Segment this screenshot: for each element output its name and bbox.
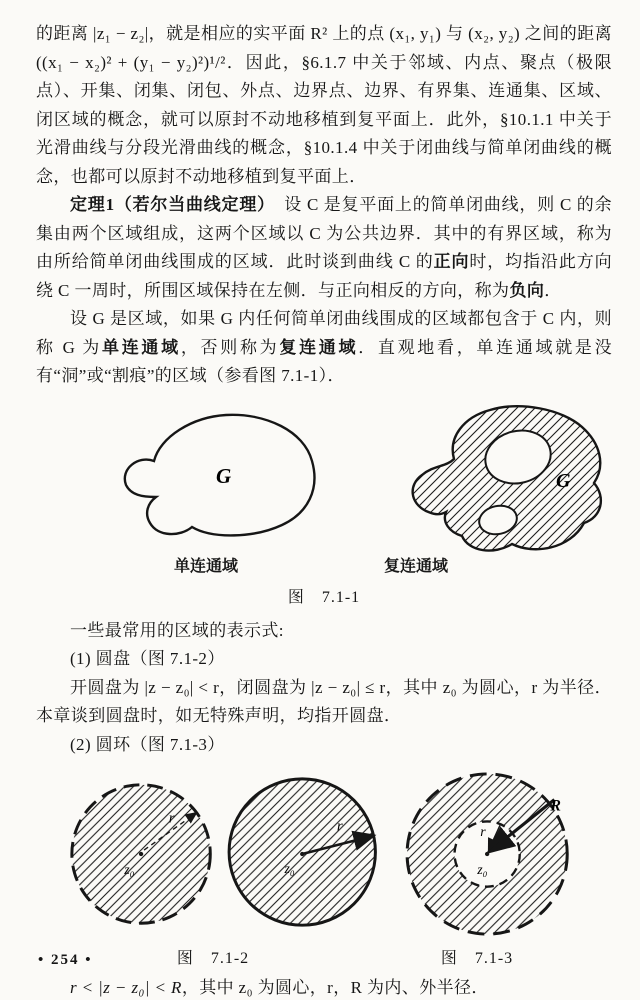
theorem-title: 定理1（若尔当曲线定理） — [70, 195, 267, 214]
regions-item-disk: (1) 圆盘（图 7.1-2） — [70, 649, 225, 668]
paragraph-connected-domain — [36, 305, 612, 391]
theorem-bold-positive: 正向 — [433, 252, 470, 271]
regions-item-disk-body: 开圆盘为 |z − z₀| < r，闭圆盘为 |z − z₀| ≤ r，其中 z₀ 为圆心，r 为半径．本章谈到圆盘时，如无特殊声明，均指开圆盘． — [36, 677, 612, 725]
annulus-formula-math: r < |z − z₀| < R — [70, 978, 182, 997]
regions-intro: 一些最常用的区域的表示式: — [70, 620, 284, 640]
paragraph-theorem — [36, 191, 612, 305]
closed-disk — [229, 779, 375, 925]
annulus-formula-line — [36, 974, 612, 1000]
figure-7-1-1-caption: 图 7.1-1 — [287, 588, 361, 606]
figure-7-1-1-labels — [96, 553, 612, 576]
domain-text-2: ，否则称为 — [180, 337, 280, 357]
label-simply-connected: 单连通域 — [173, 557, 238, 575]
label-multiply-connected: 复连通域 — [383, 557, 448, 575]
theorem-text-1: 设 C 是复平面上的简单闭曲线，则 C 的余集由两个区域组成，这两个区域以 C 为公共边界．其中的有界区域，称为由所给简单闭曲线围成的区域．此时谈到曲线 C 的 — [36, 195, 612, 271]
figures-7-1-2-and-7-1-3 — [36, 767, 612, 968]
annulus-inner-radius-label: r — [480, 824, 486, 840]
open-disk-center-label: z₀ — [124, 861, 135, 877]
domain-text-1: 设 G 是区域，如果 G 内任何简单闭曲线围成的区域都包含于 C 内，则称 G 为 — [36, 309, 612, 357]
region-g-label-left: G — [216, 463, 232, 488]
simply-connected-blob — [125, 414, 315, 535]
figure-7-1-1 — [36, 403, 612, 607]
closed-disk-center-label: z₀ — [284, 860, 295, 876]
annulus-center-label: z₀ — [477, 861, 488, 877]
annulus-formula-rest: ，其中 z₀ 为圆心，r，R 为内、外半径． — [181, 978, 489, 997]
region-g-label-right: G — [556, 469, 571, 492]
annulus — [407, 774, 567, 934]
term-multiply-connected: 复连通域 — [279, 337, 359, 357]
disks-annulus-drawing — [36, 767, 612, 943]
figures-captions — [36, 945, 612, 968]
theorem-bold-negative: 负向 — [509, 280, 545, 300]
theorem-text-2: 时，均指沿此方向绕 C 一周时，所围区域保持在左侧．与正向相反的方向，称为 — [36, 252, 612, 300]
closed-disk-radius-label: r — [336, 818, 343, 835]
multiply-connected-blob — [413, 406, 601, 550]
open-disk — [72, 785, 210, 923]
paragraph-distance-text: 的距离 |z₁ − z₂|，就是相应的实平面 R² 上的点 (x₁, y₁) 与 (x₂, y₂) 之间的距离 ((x₁ − x₂)² + (y₁ − y₂)²)¹/²．因此，§6.1.7 中关于邻域、内点、聚点（极限点）、开集、闭集、闭包、外点、边界点、边界、有界集、连通集、区域、闭区域的概念，就可以原封不动地移植到复平面上．此外，§10.1.1 中关于光滑曲线与分段光滑曲线的概念，§10.1.4 中关于闭曲线与简单闭曲线的概念，也都可以原封不动地移植到复平面上． — [36, 24, 612, 186]
annulus-center-dot — [485, 852, 489, 856]
annulus-outer-radius-label: R — [550, 797, 561, 815]
term-simply-connected: 单连通域 — [102, 337, 181, 357]
figure-7-1-1-drawing — [96, 403, 626, 553]
open-disk-radius-label: r — [168, 810, 175, 827]
page-number: • 254 • — [38, 952, 93, 968]
theorem-text-3: ． — [544, 280, 562, 300]
open-disk-center-dot — [139, 852, 143, 856]
regions-item-annulus: (2) 圆环（图 7.1-3） — [70, 734, 225, 754]
paragraph-distance — [36, 20, 612, 191]
figure-7-1-2-caption: 图 7.1-2 — [176, 950, 250, 967]
figure-7-1-3-caption: 图 7.1-3 — [440, 950, 514, 967]
domain-text-3: ．直观地看，单连通域就是没有“洞”或“割痕”的区域（参看图 7.1-1）． — [36, 337, 613, 385]
